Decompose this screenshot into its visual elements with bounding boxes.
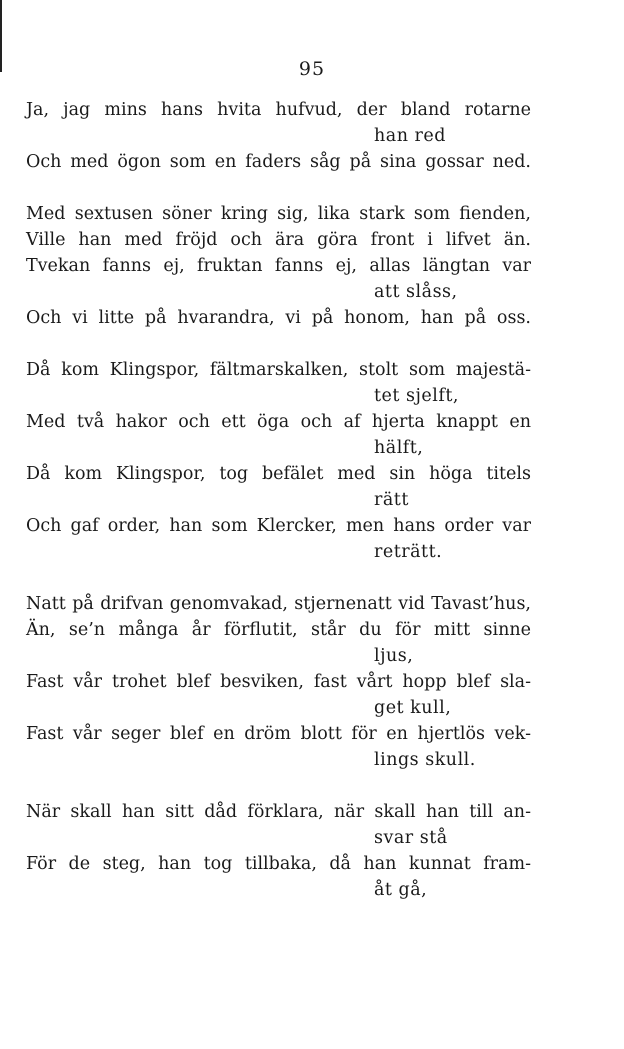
verse-line: För de steg, han tog tillbaka, då han kunnat fram-: [26, 854, 531, 874]
verse-continuation: att slåss,: [374, 282, 458, 302]
verse-line: Ville han med fröjd och ära göra front i lifvet än.: [26, 230, 531, 250]
verse-line: Natt på drifvan genomvakad, stjernenatt vid Tavast’hus,: [26, 594, 531, 614]
verse-line: Och vi litte på hvarandra, vi på honom, han på oss.: [26, 308, 531, 328]
verse-continuation: get kull,: [374, 698, 452, 718]
stanza: [26, 97, 531, 175]
verse-line: Och med ögon som en faders såg på sina gossar ned.: [26, 152, 531, 172]
verse-line: Tvekan fanns ej, fruktan fanns ej, allas längtan var: [26, 256, 531, 276]
verse-line: Då kom Klingspor, fältmarskalken, stolt som majestä-: [26, 360, 531, 380]
verse-line: Fast vår trohet blef besviken, fast vårt hopp blef sla-: [26, 672, 531, 692]
verse-continuation: åt gå,: [374, 880, 428, 900]
poem-body: [26, 97, 531, 929]
verse-line: Ja, jag mins hans hvita hufvud, der bland rotarne: [26, 100, 531, 120]
stanza: [26, 357, 531, 565]
verse-continuation: reträtt.: [374, 542, 443, 562]
verse-continuation: svar stå: [374, 828, 448, 848]
verse-line: Än, se’n många år förflutit, står du för mitt sinne: [26, 620, 531, 640]
verse-line: Fast vår seger blef en dröm blott för en hjertlös vek-: [26, 724, 531, 744]
stanza: [26, 201, 531, 331]
verse-continuation: hälft,: [374, 438, 424, 458]
verse-continuation: rätt: [374, 490, 409, 510]
page-number: 95: [298, 58, 326, 80]
stanza: [26, 799, 531, 903]
verse-line: Med två hakor och ett öga och af hjerta knappt en: [26, 412, 531, 432]
verse-line: Och gaf order, han som Klercker, men hans order var: [26, 516, 531, 536]
verse-line: När skall han sitt dåd förklara, när skall han till an-: [26, 802, 531, 822]
verse-continuation: ljus,: [374, 646, 414, 666]
verse-continuation: lings skull.: [374, 750, 476, 770]
stanza: [26, 591, 531, 773]
verse-continuation: tet sjelft,: [374, 386, 459, 406]
verse-line: Med sextusen söner kring sig, lika stark som fienden,: [26, 204, 531, 224]
verse-continuation: han red: [374, 126, 446, 146]
verse-line: Då kom Klingspor, tog befälet med sin höga titels: [26, 464, 531, 484]
